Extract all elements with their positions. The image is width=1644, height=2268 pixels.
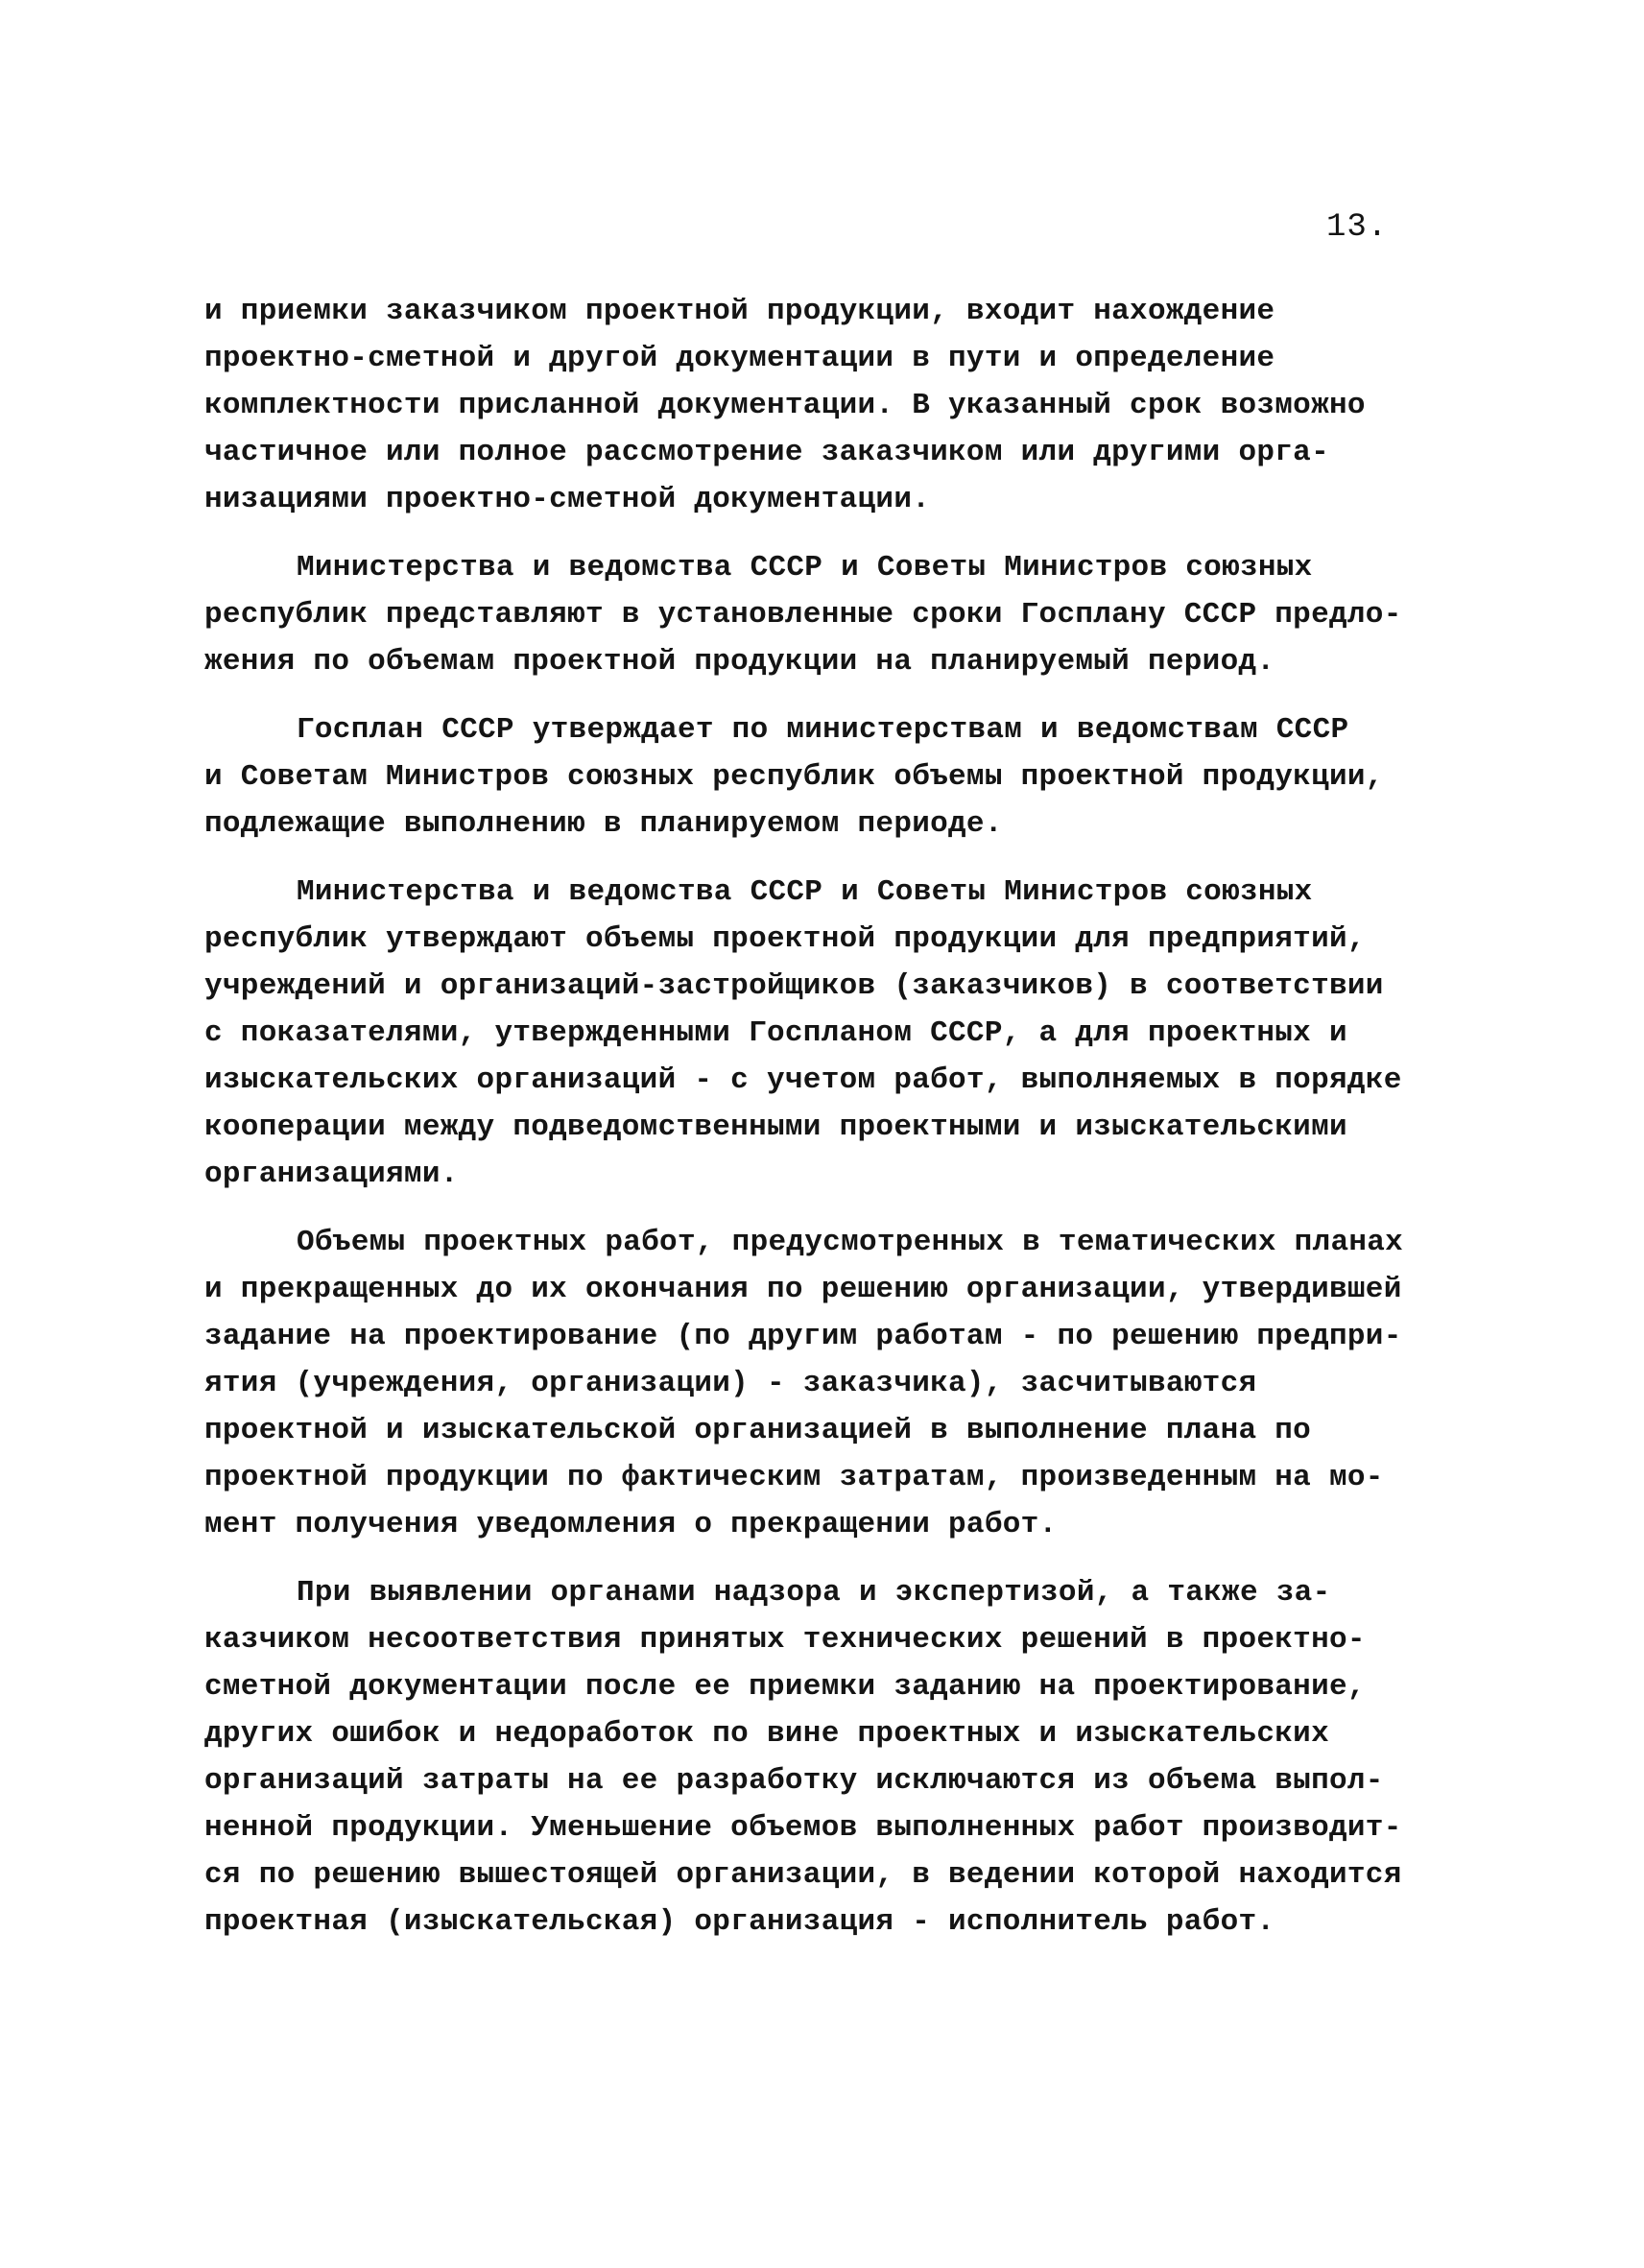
text-line: и Советам Министров союзных республик объемы проектной продукции,: [204, 760, 1384, 794]
text-line: проектной и изыскательской организацией в выполнение плана по: [204, 1414, 1312, 1447]
text-line: задание на проектирование (по другим работам - по решению предпри-: [204, 1320, 1402, 1353]
text-line: изыскательских организаций - с учетом работ, выполняемых в порядке: [204, 1063, 1402, 1097]
text-line: Министерства и ведомства СССР и Советы Министров союзных: [297, 551, 1313, 585]
text-line: учреждений и организаций-застройщиков (заказчиков) в соответствии: [204, 969, 1384, 1003]
paragraph-4: [204, 869, 1471, 1198]
text-line: проектно-сметной и другой документации в пути и определение: [204, 342, 1275, 375]
text-line: мент получения уведомления о прекращении работ.: [204, 1508, 1058, 1541]
text-line: с показателями, утвержденными Госпланом СССР, а для проектных и: [204, 1016, 1347, 1050]
document-body: [204, 288, 1471, 1967]
text-line: других ошибок и недоработок по вине проектных и изыскательских: [204, 1717, 1329, 1751]
text-line: При выявлении органами надзора и экспертизой, а также за-: [297, 1576, 1331, 1610]
text-line: ятия (учреждения, организации) - заказчика), засчитываются: [204, 1367, 1257, 1400]
paragraph-6: [204, 1569, 1471, 1946]
text-line: Министерства и ведомства СССР и Советы Министров союзных: [297, 875, 1313, 909]
paragraph-2: [204, 544, 1471, 685]
page-number: 13.: [1326, 209, 1389, 246]
text-line: республик представляют в установленные сроки Госплану СССР предло-: [204, 598, 1402, 632]
text-line: кооперации между подведомственными проектными и изыскательскими: [204, 1110, 1347, 1144]
paragraph-1: [204, 288, 1471, 523]
text-line: Госплан СССР утверждает по министерствам и ведомствам СССР: [297, 713, 1349, 747]
paragraph-5: [204, 1219, 1471, 1548]
text-line: проектная (изыскательская) организация - исполнитель работ.: [204, 1905, 1275, 1939]
text-line: организациями.: [204, 1158, 459, 1191]
text-line: казчиком несоответствия принятых технических решений в проектно-: [204, 1623, 1366, 1657]
text-line: республик утверждают объемы проектной продукции для предприятий,: [204, 922, 1366, 956]
text-line: и приемки заказчиком проектной продукции, входит нахождение: [204, 295, 1275, 328]
text-line: проектной продукции по фактическим затратам, произведенным на мо-: [204, 1461, 1384, 1494]
text-line: Объемы проектных работ, предусмотренных в тематических планах: [297, 1226, 1404, 1259]
text-line: ся по решению вышестоящей организации, в ведении которой находится: [204, 1858, 1402, 1892]
text-line: и прекращенных до их окончания по решению организации, утвердившей: [204, 1273, 1402, 1306]
text-line: комплектности присланной документации. В указанный срок возможно: [204, 389, 1366, 422]
text-line: ненной продукции. Уменьшение объемов выполненных работ производит-: [204, 1811, 1402, 1845]
text-line: организаций затраты на ее разработку исключаются из объема выпол-: [204, 1764, 1384, 1798]
paragraph-3: [204, 706, 1471, 848]
text-line: низациями проектно-сметной документации.: [204, 483, 931, 516]
text-line: подлежащие выполнению в планируемом периоде.: [204, 807, 1003, 841]
text-line: жения по объемам проектной продукции на планируемый период.: [204, 645, 1275, 679]
text-line: частичное или полное рассмотрение заказчиком или другими орга-: [204, 436, 1329, 469]
text-line: сметной документации после ее приемки заданию на проектирование,: [204, 1670, 1366, 1704]
